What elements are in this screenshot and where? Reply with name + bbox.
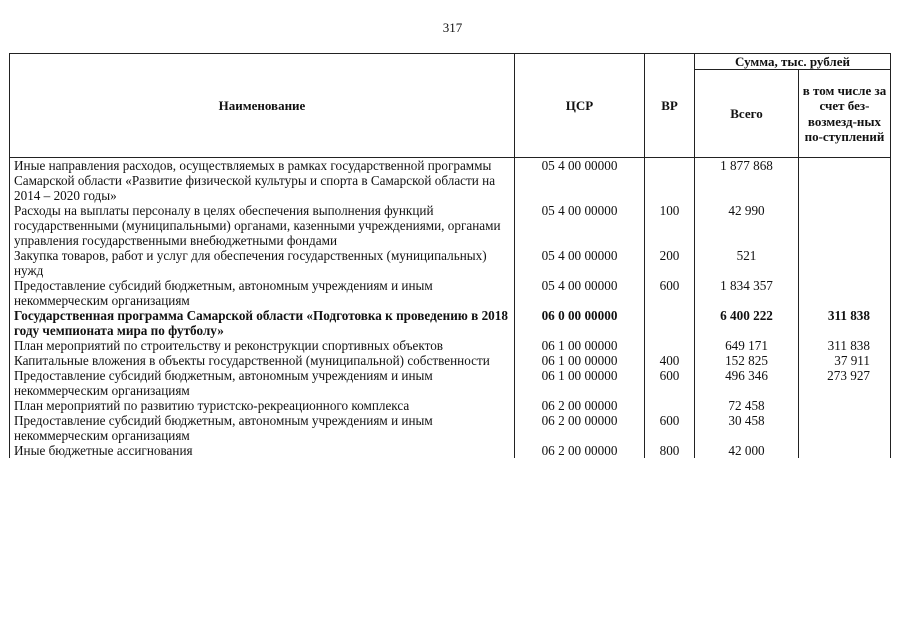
table-row xyxy=(10,413,891,443)
cell-gratis xyxy=(799,203,891,248)
cell-gratis xyxy=(799,158,891,204)
cell-name: План мероприятий по строительству и реконструкции спортивных объектов xyxy=(10,338,515,353)
header-csr: ЦСР xyxy=(515,54,645,158)
cell-total: 6 400 222 xyxy=(695,308,799,338)
header-total: Всего xyxy=(695,70,799,158)
table-row xyxy=(10,308,891,338)
cell-vr: 600 xyxy=(645,278,695,308)
table-row xyxy=(10,248,891,278)
cell-csr: 06 1 00 00000 xyxy=(515,368,645,398)
cell-csr: 05 4 00 00000 xyxy=(515,158,645,204)
cell-name: Предоставление субсидий бюджетным, автономным учреждениям и иным некоммерческим организациям xyxy=(10,413,515,443)
cell-csr: 05 4 00 00000 xyxy=(515,203,645,248)
table-body xyxy=(10,158,891,459)
table-row xyxy=(10,398,891,413)
cell-name: Капитальные вложения в объекты государственной (муниципальной) собственности xyxy=(10,353,515,368)
cell-name: Иные направления расходов, осуществляемых в рамках государственной программы Самарской области «Развитие физической культуры и спорта в Самарской области на 2014 – 2020 годы» xyxy=(10,158,515,204)
cell-total: 42 990 xyxy=(695,203,799,248)
cell-gratis: 311 838 xyxy=(799,308,891,338)
cell-vr: 800 xyxy=(645,443,695,458)
cell-csr: 05 4 00 00000 xyxy=(515,248,645,278)
cell-name: Иные бюджетные ассигнования xyxy=(10,443,515,458)
cell-total: 649 171 xyxy=(695,338,799,353)
cell-gratis xyxy=(799,398,891,413)
cell-gratis: 311 838 xyxy=(799,338,891,353)
cell-gratis xyxy=(799,248,891,278)
cell-name: План мероприятий по развитию туристско-рекреационного комплекса xyxy=(10,398,515,413)
cell-gratis xyxy=(799,413,891,443)
cell-csr: 05 4 00 00000 xyxy=(515,278,645,308)
table-row xyxy=(10,368,891,398)
cell-vr: 100 xyxy=(645,203,695,248)
cell-name: Закупка товаров, работ и услуг для обеспечения государственных (муниципальных) нужд xyxy=(10,248,515,278)
cell-vr xyxy=(645,398,695,413)
cell-total: 521 xyxy=(695,248,799,278)
cell-vr: 600 xyxy=(645,413,695,443)
cell-name: Предоставление субсидий бюджетным, автономным учреждениям и иным некоммерческим организациям xyxy=(10,368,515,398)
cell-name: Государственная программа Самарской области «Подготовка к проведению в 2018 году чемпионата мира по футболу» xyxy=(10,308,515,338)
cell-csr: 06 1 00 00000 xyxy=(515,338,645,353)
cell-vr xyxy=(645,308,695,338)
cell-total: 1 834 357 xyxy=(695,278,799,308)
cell-total: 72 458 xyxy=(695,398,799,413)
cell-csr: 06 1 00 00000 xyxy=(515,353,645,368)
table-row xyxy=(10,278,891,308)
cell-name: Предоставление субсидий бюджетным, автономным учреждениям и иным некоммерческим организациям xyxy=(10,278,515,308)
cell-total: 42 000 xyxy=(695,443,799,458)
page-number: 317 xyxy=(442,20,463,35)
cell-vr xyxy=(645,158,695,204)
cell-gratis xyxy=(799,278,891,308)
cell-total: 1 877 868 xyxy=(695,158,799,204)
cell-csr: 06 2 00 00000 xyxy=(515,443,645,458)
header-name: Наименование xyxy=(10,54,515,158)
cell-vr: 600 xyxy=(645,368,695,398)
cell-gratis: 273 927 xyxy=(799,368,891,398)
table-row xyxy=(10,203,891,248)
cell-vr: 200 xyxy=(645,248,695,278)
header-gratis: в том числе за счет без-возмезд-ных по-ступлений xyxy=(799,70,891,158)
cell-vr: 400 xyxy=(645,353,695,368)
cell-csr: 06 2 00 00000 xyxy=(515,413,645,443)
budget-table xyxy=(9,53,891,458)
cell-csr: 06 0 00 00000 xyxy=(515,308,645,338)
cell-total: 152 825 xyxy=(695,353,799,368)
table-row xyxy=(10,338,891,353)
table-row xyxy=(10,158,891,204)
header-sum-group: Сумма, тыс. рублей xyxy=(695,54,891,70)
cell-vr xyxy=(645,338,695,353)
cell-gratis xyxy=(799,443,891,458)
cell-name: Расходы на выплаты персоналу в целях обеспечения выполнения функций государственными (муниципальными) органами, казенными учреждениями, органами управления государственными внебюджетными фондами xyxy=(10,203,515,248)
cell-csr: 06 2 00 00000 xyxy=(515,398,645,413)
cell-gratis: 37 911 xyxy=(799,353,891,368)
table-row xyxy=(10,353,891,368)
cell-total: 496 346 xyxy=(695,368,799,398)
table-row xyxy=(10,443,891,458)
cell-total: 30 458 xyxy=(695,413,799,443)
table-header xyxy=(10,54,891,158)
header-vr: ВР xyxy=(645,54,695,158)
